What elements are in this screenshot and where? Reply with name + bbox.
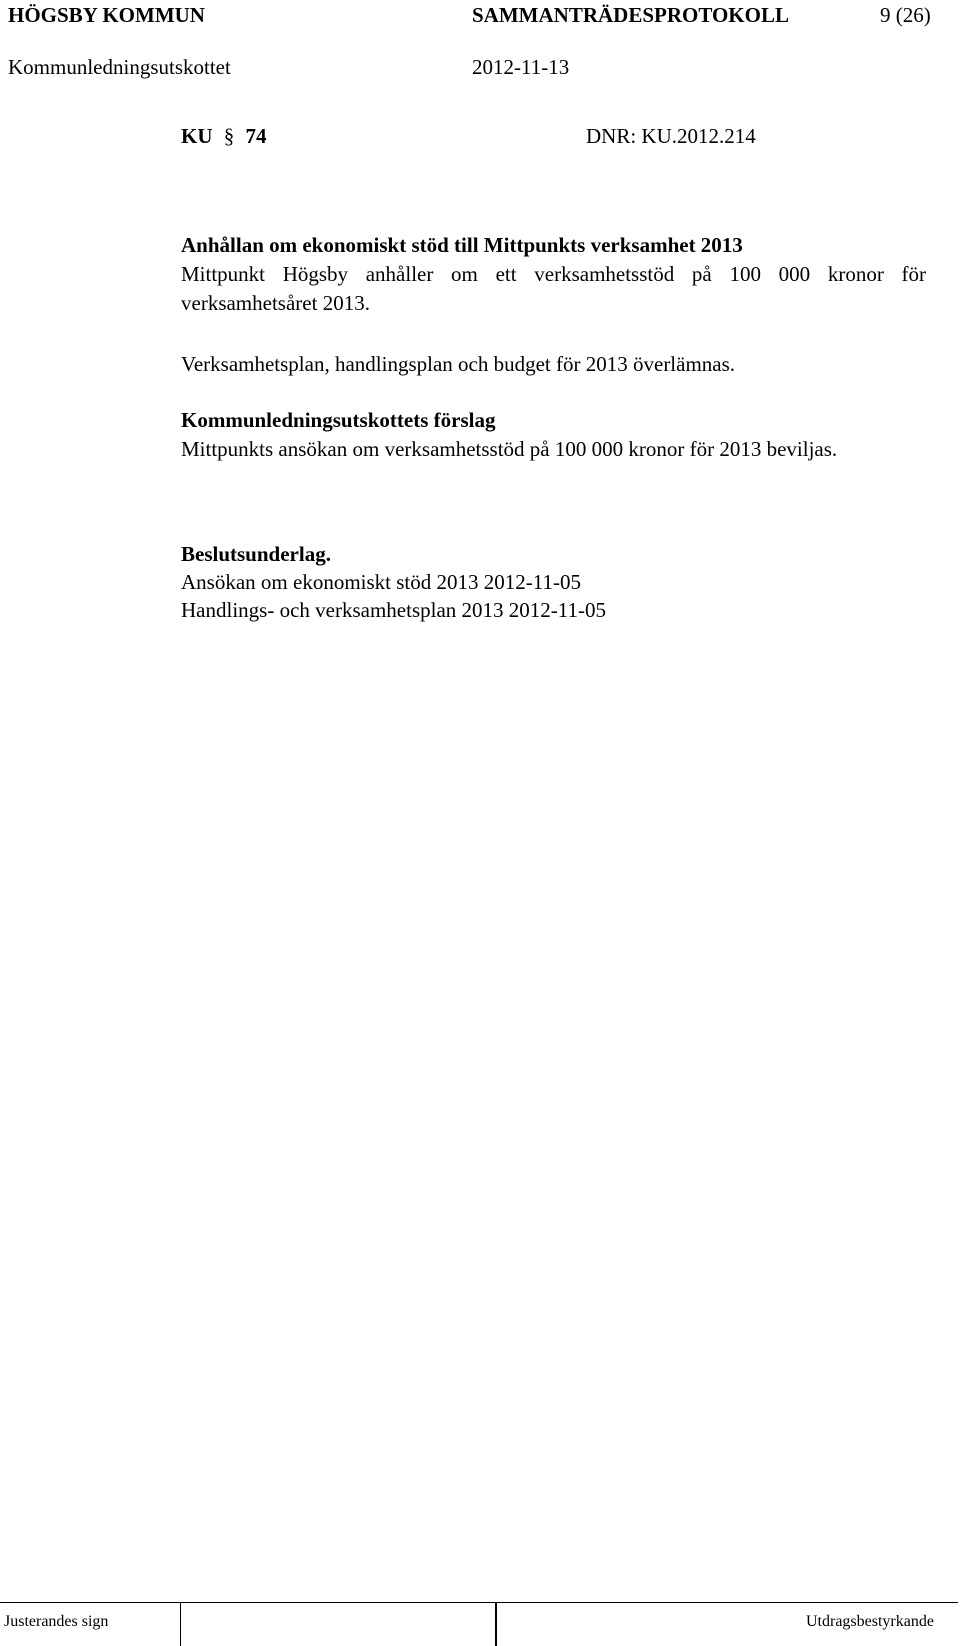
- municipality-name: HÖGSBY KOMMUN: [8, 3, 205, 27]
- document-type: SAMMANTRÄDESPROTOKOLL: [472, 3, 789, 27]
- case-description: [181, 231, 926, 318]
- proposal-section: [181, 406, 926, 464]
- case-reference: [181, 124, 267, 149]
- page-number: 9 (26): [880, 3, 931, 27]
- case-number: 74: [245, 124, 267, 148]
- footer-divider: [180, 1602, 181, 1646]
- meeting-date: 2012-11-13: [472, 55, 570, 79]
- request-paragraph: Mittpunkt Högsby anhåller om ett verksamhetsstöd på 100 000 kronor för verksamhetsåret 2013.: [181, 262, 926, 315]
- footer-sign-label: Justerandes sign: [4, 1613, 109, 1630]
- committee-name: Kommunledningsutskottet: [8, 55, 231, 79]
- footer-certification-label: Utdragsbestyrkande: [806, 1613, 934, 1630]
- decision-basis-item: Handlings- och verksamhetsplan 2013 2012-11-05: [181, 598, 606, 622]
- attachments-text: Verksamhetsplan, handlingsplan och budget för 2013 överlämnas.: [181, 352, 736, 376]
- footer-divider: [495, 1602, 497, 1646]
- decision-basis-heading: Beslutsunderlag.: [181, 542, 331, 566]
- decision-basis-section: [181, 540, 926, 624]
- case-prefix: KU: [181, 124, 213, 148]
- decision-basis-item: Ansökan om ekonomiskt stöd 2013 2012-11-05: [181, 570, 581, 594]
- footer-rule: [0, 1602, 958, 1603]
- attachments-paragraph: [181, 350, 926, 379]
- registration-number: DNR: KU.2012.214: [586, 124, 756, 148]
- proposal-text: Mittpunkts ansökan om verksamhetsstöd på 100 000 kronor för 2013 beviljas.: [181, 437, 838, 461]
- case-title: Anhållan om ekonomiskt stöd till Mittpunkts verksamhet 2013: [181, 233, 743, 257]
- proposal-heading: Kommunledningsutskottets förslag: [181, 408, 496, 432]
- section-symbol: §: [223, 124, 235, 148]
